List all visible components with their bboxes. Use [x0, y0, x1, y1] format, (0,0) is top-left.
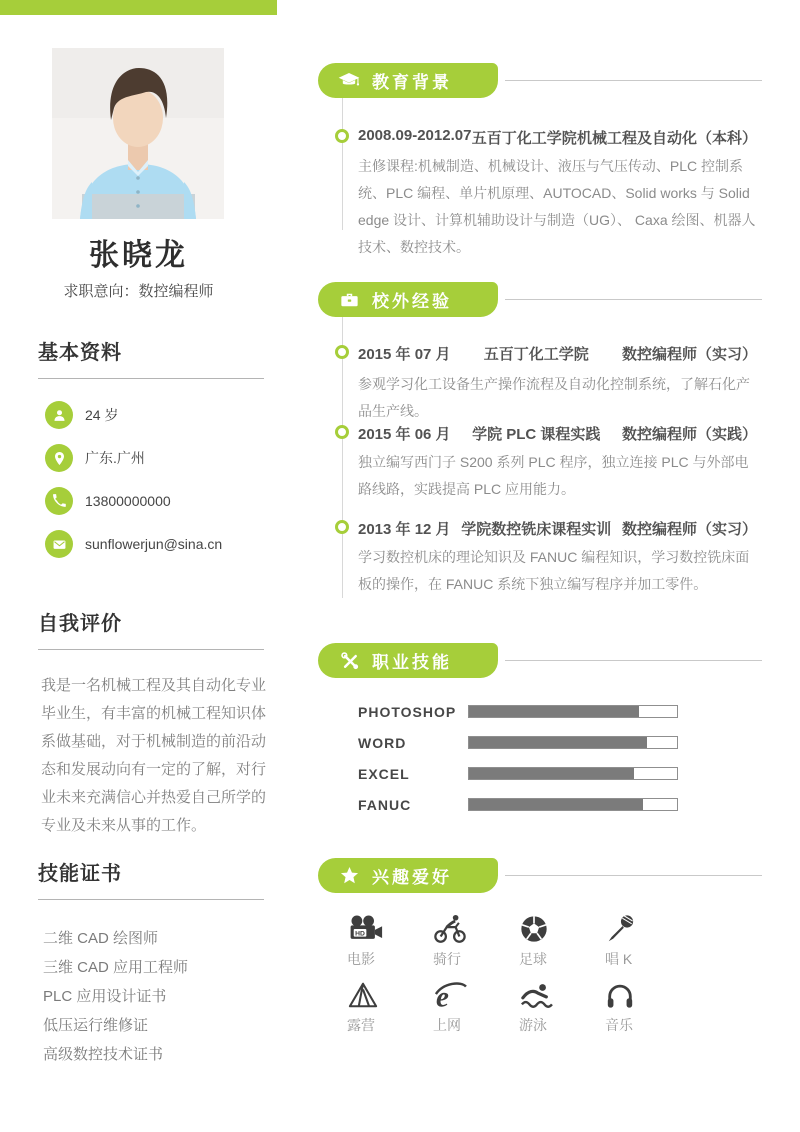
certificates-section [38, 857, 264, 1069]
timeline-dot [335, 345, 349, 359]
star-icon [338, 865, 360, 887]
certificate-item: PLC 应用设计证书 [43, 988, 167, 1005]
skill-bar [468, 705, 678, 718]
timeline-dot [335, 520, 349, 534]
skill-label: PHOTOSHOP [358, 704, 457, 720]
profile-name: 张晓龙 [89, 239, 188, 272]
location-value: 广东.广州 [85, 450, 145, 466]
camping-icon [347, 978, 433, 1010]
basic-info-list [38, 401, 264, 558]
interest-internet [433, 978, 519, 1033]
briefcase-icon [338, 289, 360, 311]
job-intent: 求职意向：数控编程师 [63, 283, 214, 300]
experience-title: 校外经验 [372, 292, 452, 311]
interest-karaoke [605, 912, 691, 967]
interest-swimming [519, 978, 605, 1033]
internet-icon [433, 978, 519, 1010]
experience-entry-header [358, 518, 757, 539]
email-value: sunflowerjun@sina.cn [85, 536, 223, 552]
skill-bar [468, 736, 678, 749]
certificate-item: 二维 CAD 绘图师 [43, 930, 159, 947]
person-icon [45, 401, 73, 429]
experience-description: 独立编写西门子 S200 系列 PLC 程序，独立连接 PLC 与外部电路线路，实践提高 PLC 应用能力。 [358, 454, 749, 497]
tools-icon [338, 650, 360, 672]
info-item-phone [45, 487, 264, 515]
interest-label: 电影 [347, 951, 375, 967]
education-major: 机械工程及自动化（本科） [576, 130, 757, 147]
education-timeline-line [342, 97, 343, 230]
interest-label: 音乐 [605, 1017, 633, 1033]
interest-label: 骑行 [433, 951, 461, 967]
certificates-list [38, 924, 264, 1069]
certificate-item: 三维 CAD 应用工程师 [43, 959, 189, 976]
skill-bar-fill [469, 706, 640, 717]
self-evaluation-title: 自我评价 [38, 607, 264, 650]
self-evaluation-section [38, 607, 267, 840]
skill-bar [468, 798, 678, 811]
svg-text:HD: HD [355, 930, 365, 938]
interest-label: 游泳 [519, 1017, 547, 1033]
experience-date: 2015 年 07 月 [358, 346, 451, 363]
interest-label: 唱 K [605, 951, 633, 967]
experience-entry-header [358, 343, 757, 364]
experience-date: 2013 年 12 月 [358, 521, 451, 538]
interest-label: 露营 [347, 1017, 375, 1033]
section-divider [505, 875, 762, 876]
karaoke-icon [605, 912, 691, 944]
interest-cycling [433, 912, 519, 967]
interest-football [519, 912, 605, 967]
skills-banner [318, 643, 498, 678]
swimming-icon [519, 978, 605, 1010]
skill-label: FANUC [358, 797, 412, 813]
interest-music [605, 978, 691, 1033]
profile-photo [52, 48, 224, 219]
section-divider [505, 80, 762, 81]
email-icon [45, 530, 73, 558]
timeline-dot [335, 129, 349, 143]
top-accent-bar [0, 0, 277, 15]
experience-role: 数控编程师（实践） [621, 426, 757, 443]
certificates-title: 技能证书 [38, 857, 264, 900]
movie-icon [347, 912, 433, 944]
interests-grid [347, 912, 691, 1033]
section-divider [505, 660, 762, 661]
interest-label: 足球 [519, 951, 547, 967]
certificate-item: 高级数控技术证书 [43, 1046, 164, 1063]
interest-label: 上网 [433, 1017, 461, 1033]
education-entry-header [358, 127, 757, 148]
education-banner [318, 63, 498, 98]
experience-org: 学院数控铣床课程实训 [461, 521, 612, 538]
education-period: 2008.09-2012.07 [358, 127, 472, 144]
certificate-item: 低压运行维修证 [43, 1017, 149, 1034]
interest-movie [347, 912, 433, 967]
portrait-illustration [52, 48, 224, 219]
education-description: 主修课程:机械制造、机械设计、液压与气压传动、PLC 控制系统、PLC 编程、单片机原理、AUTOCAD、Solid works 与 Solid edge 设计、计算机辅助设计与制造（UG）、 Caxa 绘图、机器人技术、数控技术。 [358, 158, 756, 255]
experience-entry-header [358, 423, 757, 444]
skill-bar-fill [469, 737, 648, 748]
education-school: 五百丁化工学院 [471, 130, 577, 147]
skill-bar-fill [469, 799, 644, 810]
experience-description: 参观学习化工设备生产操作流程及自动化控制系统，了解石化产品生产线。 [358, 376, 750, 419]
phone-value: 13800000000 [85, 493, 171, 509]
info-item-location [45, 444, 264, 472]
skill-label: EXCEL [358, 766, 410, 782]
info-item-age [45, 401, 264, 429]
interests-banner [318, 858, 498, 893]
location-icon [45, 444, 73, 472]
football-icon [519, 912, 605, 944]
graduation-cap-icon [338, 70, 360, 92]
experience-role: 数控编程师（实习） [621, 521, 757, 538]
phone-icon [45, 487, 73, 515]
experience-org: 五百丁化工学院 [483, 346, 589, 363]
cycling-icon [433, 912, 519, 944]
experience-date: 2015 年 06 月 [358, 426, 451, 443]
interests-title: 兴趣爱好 [372, 868, 452, 887]
age-value: 24 岁 [85, 407, 119, 423]
basic-info-section [38, 336, 264, 573]
skill-label: WORD [358, 735, 407, 751]
self-evaluation-text: 我是一名机械工程及其自动化专业毕业生，有丰富的机械工程知识体系做基础，对于机械制造的前沿动态和发展动向有一定的了解，对行业未来充满信心并热爱自己所学的专业及未来从事的工作。 [41, 677, 267, 834]
skill-bar [468, 767, 678, 780]
experience-banner [318, 282, 498, 317]
music-icon [605, 978, 691, 1010]
skills-title: 职业技能 [372, 653, 452, 672]
svg-text:e: e [435, 981, 449, 1010]
section-divider [505, 299, 762, 300]
experience-org: 学院 PLC 课程实践 [472, 426, 601, 443]
timeline-dot [335, 425, 349, 439]
info-item-email [45, 530, 264, 558]
experience-role: 数控编程师（实习） [621, 346, 757, 363]
basic-info-title: 基本资料 [38, 336, 264, 379]
experience-description: 学习数控机床的理论知识及 FANUC 编程知识，学习数控铣床面板的操作，在 FANUC 系统下独立编写程序并加工零件。 [358, 549, 750, 592]
interest-camping [347, 978, 433, 1033]
skill-bar-fill [469, 768, 635, 779]
education-title: 教育背景 [372, 73, 452, 92]
